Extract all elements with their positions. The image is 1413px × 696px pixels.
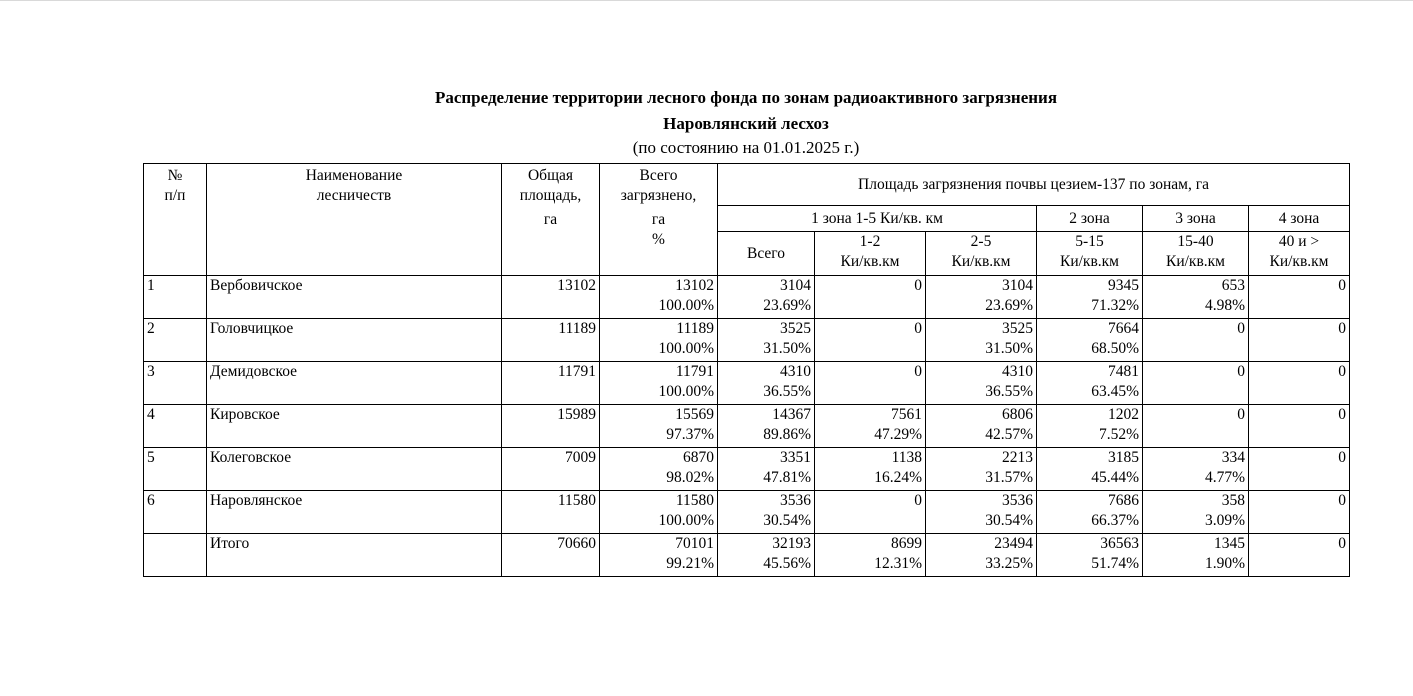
cell-zone-1-1-2 bbox=[815, 276, 926, 319]
value-z3: 0 bbox=[1237, 406, 1245, 423]
value-cont: 70101 bbox=[675, 535, 714, 552]
cell-total-contaminated bbox=[600, 319, 718, 362]
value-z1-12-pct: 16.24% bbox=[874, 469, 922, 486]
cell-zone-2 bbox=[1037, 534, 1143, 577]
cell-number bbox=[144, 362, 207, 405]
cell-zone-1-2-5 bbox=[926, 319, 1037, 362]
cell-zone-1-2-5 bbox=[926, 362, 1037, 405]
value-z3: 653 bbox=[1221, 277, 1245, 294]
value-z4: 0 bbox=[1338, 449, 1346, 466]
value-name: Итого bbox=[210, 535, 250, 552]
value-z1-25: 6806 bbox=[1002, 406, 1033, 423]
value-z4-pct bbox=[1252, 339, 1346, 359]
header-zone-1-1-2: 1-2 Ки/кв.км bbox=[815, 232, 926, 276]
value-z4-pct bbox=[1252, 511, 1346, 531]
value-z1-25: 3525 bbox=[1002, 320, 1033, 337]
value-z1-all: 3525 bbox=[780, 320, 811, 337]
value-z4: 0 bbox=[1338, 406, 1346, 423]
value-z1-12-pct bbox=[818, 382, 922, 402]
cell-zone-3 bbox=[1143, 534, 1249, 577]
value-name: Кировское bbox=[210, 406, 280, 423]
cell-number bbox=[144, 319, 207, 362]
cell-total-contaminated bbox=[600, 534, 718, 577]
cell-zone-1-all bbox=[718, 491, 815, 534]
value-total: 11189 bbox=[558, 320, 596, 337]
cell-zone-2 bbox=[1037, 405, 1143, 448]
header-zone-1: 1 зона 1-5 Ки/кв. км bbox=[718, 206, 1037, 232]
header-zone-1-2-5: 2-5 Ки/кв.км bbox=[926, 232, 1037, 276]
cell-total-area bbox=[502, 362, 600, 405]
cell-zone-1-1-2 bbox=[815, 534, 926, 577]
value-z3-pct bbox=[1146, 339, 1245, 359]
cell-zone-4 bbox=[1249, 319, 1350, 362]
table-row bbox=[144, 405, 1350, 448]
cell-zone-1-1-2 bbox=[815, 491, 926, 534]
cell-zone-1-2-5 bbox=[926, 491, 1037, 534]
value-z1-12: 8699 bbox=[891, 535, 922, 552]
value-cont-pct: 100.00% bbox=[658, 512, 714, 529]
value-z2: 7664 bbox=[1108, 320, 1139, 337]
value-z1-12-pct bbox=[818, 296, 922, 316]
cell-zone-4 bbox=[1249, 534, 1350, 577]
value-z1-25-pct: 31.50% bbox=[985, 340, 1033, 357]
value-total: 11580 bbox=[557, 492, 596, 509]
cell-zone-3 bbox=[1143, 448, 1249, 491]
value-z2: 1202 bbox=[1108, 406, 1139, 423]
value-z3: 0 bbox=[1237, 363, 1245, 380]
cell-zone-3 bbox=[1143, 362, 1249, 405]
cell-zone-1-1-2 bbox=[815, 405, 926, 448]
header-forestry-name: Наименование лесничеств bbox=[207, 164, 502, 276]
value-num: 4 bbox=[147, 406, 155, 423]
cell-zone-1-all bbox=[718, 319, 815, 362]
header-zone-1-all: Всего bbox=[718, 232, 815, 276]
header-total-contaminated: Всего загрязнено, га % bbox=[600, 164, 718, 276]
cell-total-area bbox=[502, 448, 600, 491]
table-row bbox=[144, 362, 1350, 405]
value-z1-25: 3104 bbox=[1002, 277, 1033, 294]
value-z1-12-pct: 12.31% bbox=[874, 555, 922, 572]
cell-zone-1-2-5 bbox=[926, 405, 1037, 448]
value-z1-12: 0 bbox=[914, 277, 922, 294]
cell-total-area bbox=[502, 276, 600, 319]
cell-zone-3 bbox=[1143, 319, 1249, 362]
value-z1-12-pct bbox=[818, 339, 922, 359]
value-z1-all-pct: 30.54% bbox=[763, 512, 811, 529]
cell-zone-1-1-2 bbox=[815, 362, 926, 405]
value-z3: 334 bbox=[1221, 449, 1245, 466]
value-z3-pct: 4.77% bbox=[1204, 469, 1245, 486]
value-z1-all-pct: 47.81% bbox=[763, 469, 811, 486]
value-z2-pct: 63.45% bbox=[1091, 383, 1139, 400]
value-z1-25: 3536 bbox=[1002, 492, 1033, 509]
cell-number bbox=[144, 491, 207, 534]
value-z1-all: 3351 bbox=[780, 449, 811, 466]
cell-total-contaminated bbox=[600, 405, 718, 448]
value-z1-all-pct: 36.55% bbox=[763, 383, 811, 400]
value-z2-pct: 7.52% bbox=[1098, 426, 1139, 443]
value-z3: 0 bbox=[1237, 320, 1245, 337]
header-number: № п/п bbox=[144, 164, 207, 276]
cell-zone-1-all bbox=[718, 362, 815, 405]
value-z4-pct bbox=[1252, 554, 1346, 574]
value-z4-pct bbox=[1252, 425, 1346, 445]
cell-zone-4 bbox=[1249, 362, 1350, 405]
value-z1-12: 0 bbox=[914, 492, 922, 509]
value-cont-pct: 100.00% bbox=[658, 297, 714, 314]
value-z1-25-pct: 36.55% bbox=[985, 383, 1033, 400]
cell-zone-2 bbox=[1037, 448, 1143, 491]
value-cont: 6870 bbox=[683, 449, 714, 466]
value-cont: 13102 bbox=[675, 277, 714, 294]
cell-forestry-name bbox=[207, 448, 502, 491]
value-name: Наровлянское bbox=[210, 492, 303, 509]
value-z1-25-pct: 23.69% bbox=[985, 297, 1033, 314]
cell-forestry-name bbox=[207, 362, 502, 405]
table-row bbox=[144, 448, 1350, 491]
cell-zone-1-all bbox=[718, 448, 815, 491]
value-z1-12: 7561 bbox=[891, 406, 922, 423]
value-num: 1 bbox=[147, 277, 155, 294]
value-z2: 9345 bbox=[1108, 277, 1139, 294]
value-z3-pct bbox=[1146, 382, 1245, 402]
table-body bbox=[144, 276, 1350, 577]
header-zone-2: 2 зона bbox=[1037, 206, 1143, 232]
value-z2: 7481 bbox=[1108, 363, 1139, 380]
table-row bbox=[144, 534, 1350, 577]
cell-zone-1-1-2 bbox=[815, 319, 926, 362]
value-z1-all-pct: 45.56% bbox=[763, 555, 811, 572]
value-z1-25-pct: 30.54% bbox=[985, 512, 1033, 529]
value-z1-all: 3104 bbox=[780, 277, 811, 294]
value-name: Демидовское bbox=[210, 363, 298, 380]
value-num bbox=[147, 534, 203, 554]
value-z1-all-pct: 31.50% bbox=[763, 340, 811, 357]
value-z1-all-pct: 89.86% bbox=[763, 426, 811, 443]
value-z1-12-pct bbox=[818, 511, 922, 531]
cell-number bbox=[144, 405, 207, 448]
value-total: 70660 bbox=[557, 535, 596, 552]
value-z1-12: 0 bbox=[914, 363, 922, 380]
value-cont-pct: 99.21% bbox=[666, 555, 714, 572]
value-num: 5 bbox=[147, 449, 155, 466]
cell-zone-1-2-5 bbox=[926, 534, 1037, 577]
value-z1-all: 4310 bbox=[780, 363, 811, 380]
value-num: 2 bbox=[147, 320, 155, 337]
value-total: 13102 bbox=[557, 277, 596, 294]
cell-zone-1-all bbox=[718, 276, 815, 319]
cell-zone-1-all bbox=[718, 405, 815, 448]
cell-forestry-name bbox=[207, 276, 502, 319]
cell-total-contaminated bbox=[600, 448, 718, 491]
cell-total-area bbox=[502, 405, 600, 448]
value-name: Головчицкое bbox=[210, 320, 294, 337]
value-z4: 0 bbox=[1338, 277, 1346, 294]
value-z1-25: 4310 bbox=[1002, 363, 1033, 380]
cell-forestry-name bbox=[207, 491, 502, 534]
value-cont-pct: 100.00% bbox=[658, 340, 714, 357]
value-z2-pct: 45.44% bbox=[1091, 469, 1139, 486]
cell-zone-4 bbox=[1249, 276, 1350, 319]
value-z1-25: 23494 bbox=[994, 535, 1033, 552]
value-z1-25-pct: 31.57% bbox=[985, 469, 1033, 486]
value-z4: 0 bbox=[1338, 492, 1346, 509]
header-row-1 bbox=[144, 164, 1350, 206]
value-z3: 358 bbox=[1221, 492, 1245, 509]
value-z1-25: 2213 bbox=[1002, 449, 1033, 466]
value-z3-pct: 4.98% bbox=[1204, 297, 1245, 314]
value-z3-pct: 1.90% bbox=[1204, 555, 1245, 572]
header-zone-4-40: 40 и > Ки/кв.км bbox=[1249, 232, 1350, 276]
document-title: Распределение территории лесного фонда по зонам радиоактивного загрязнения bbox=[434, 88, 1058, 107]
table-row bbox=[144, 491, 1350, 534]
header-contamination-group: Площадь загрязнения почвы цезием-137 по зонам, га bbox=[718, 164, 1350, 206]
value-z2: 36563 bbox=[1100, 535, 1139, 552]
document-subtitle: Наровлянский лесхоз bbox=[663, 114, 829, 133]
header-zone-2-5-15: 5-15 Ки/кв.км bbox=[1037, 232, 1143, 276]
cell-zone-4 bbox=[1249, 491, 1350, 534]
value-num: 6 bbox=[147, 492, 155, 509]
cell-zone-2 bbox=[1037, 319, 1143, 362]
value-z1-25-pct: 42.57% bbox=[985, 426, 1033, 443]
value-z1-25-pct: 33.25% bbox=[985, 555, 1033, 572]
cell-forestry-name bbox=[207, 319, 502, 362]
value-name: Колеговское bbox=[210, 449, 292, 466]
value-z4: 0 bbox=[1338, 535, 1346, 552]
cell-zone-3 bbox=[1143, 405, 1249, 448]
value-z2-pct: 71.32% bbox=[1091, 297, 1139, 314]
cell-zone-4 bbox=[1249, 448, 1350, 491]
value-cont-pct: 97.37% bbox=[666, 426, 714, 443]
table-row bbox=[144, 319, 1350, 362]
value-z2: 7686 bbox=[1108, 492, 1139, 509]
cell-zone-1-2-5 bbox=[926, 276, 1037, 319]
value-cont: 11580 bbox=[675, 492, 714, 509]
value-cont: 11189 bbox=[676, 320, 714, 337]
value-name: Вербовичское bbox=[210, 277, 303, 294]
cell-total-area bbox=[502, 534, 600, 577]
value-z1-all-pct: 23.69% bbox=[763, 297, 811, 314]
value-cont: 15569 bbox=[675, 406, 714, 423]
value-z4: 0 bbox=[1338, 320, 1346, 337]
value-z2: 3185 bbox=[1108, 449, 1139, 466]
value-z4: 0 bbox=[1338, 363, 1346, 380]
cell-number bbox=[144, 448, 207, 491]
value-cont-pct: 98.02% bbox=[666, 469, 714, 486]
cell-zone-2 bbox=[1037, 491, 1143, 534]
value-total: 11791 bbox=[557, 363, 596, 380]
value-z1-12-pct: 47.29% bbox=[874, 426, 922, 443]
value-z3: 1345 bbox=[1214, 535, 1245, 552]
cell-zone-2 bbox=[1037, 362, 1143, 405]
header-zone-3: 3 зона bbox=[1143, 206, 1249, 232]
cell-zone-3 bbox=[1143, 276, 1249, 319]
cell-total-area bbox=[502, 319, 600, 362]
value-z4-pct bbox=[1252, 296, 1346, 316]
cell-zone-1-1-2 bbox=[815, 448, 926, 491]
top-border bbox=[0, 0, 1413, 1]
cell-zone-1-2-5 bbox=[926, 448, 1037, 491]
value-z1-all: 32193 bbox=[772, 535, 811, 552]
value-total: 15989 bbox=[557, 406, 596, 423]
value-z1-all: 14367 bbox=[772, 406, 811, 423]
cell-forestry-name bbox=[207, 405, 502, 448]
cell-number bbox=[144, 276, 207, 319]
value-z4-pct bbox=[1252, 382, 1346, 402]
cell-total-contaminated bbox=[600, 362, 718, 405]
value-z1-12: 1138 bbox=[891, 449, 922, 466]
cell-total-contaminated bbox=[600, 491, 718, 534]
cell-total-contaminated bbox=[600, 276, 718, 319]
value-cont-pct: 100.00% bbox=[658, 383, 714, 400]
value-z2-pct: 51.74% bbox=[1091, 555, 1139, 572]
cell-total-area bbox=[502, 491, 600, 534]
table-row bbox=[144, 276, 1350, 319]
cell-zone-1-all bbox=[718, 534, 815, 577]
value-z1-all: 3536 bbox=[780, 492, 811, 509]
cell-zone-2 bbox=[1037, 276, 1143, 319]
value-z1-12: 0 bbox=[914, 320, 922, 337]
cell-forestry-name bbox=[207, 534, 502, 577]
cell-zone-4 bbox=[1249, 405, 1350, 448]
value-cont: 11791 bbox=[675, 363, 714, 380]
header-zone-4: 4 зона bbox=[1249, 206, 1350, 232]
contamination-table bbox=[143, 163, 1350, 577]
header-zone-3-15-40: 15-40 Ки/кв.км bbox=[1143, 232, 1249, 276]
header-total-area: Общая площадь, га bbox=[502, 164, 600, 276]
cell-zone-3 bbox=[1143, 491, 1249, 534]
value-total: 7009 bbox=[565, 449, 596, 466]
value-z3-pct: 3.09% bbox=[1204, 512, 1245, 529]
document-date: (по состоянию на 01.01.2025 г.) bbox=[632, 138, 860, 157]
value-z2-pct: 68.50% bbox=[1091, 340, 1139, 357]
value-z2-pct: 66.37% bbox=[1091, 512, 1139, 529]
value-z4-pct bbox=[1252, 468, 1346, 488]
value-z3-pct bbox=[1146, 425, 1245, 445]
cell-number bbox=[144, 534, 207, 577]
value-num: 3 bbox=[147, 363, 155, 380]
